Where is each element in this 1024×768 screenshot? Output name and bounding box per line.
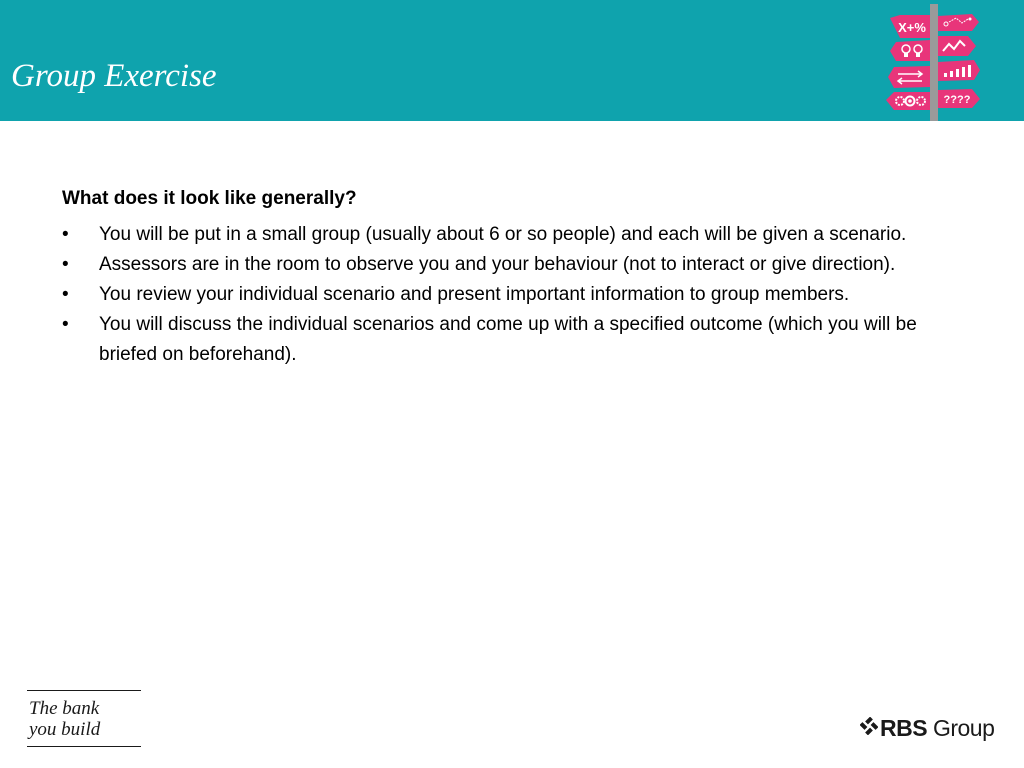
bullet-item [62, 280, 955, 310]
slide-body [62, 184, 962, 370]
math-sign-label: X+% [898, 20, 926, 35]
bullet-text: Assessors are in the room to observe you and your behaviour (not to interact or give direction). [99, 254, 896, 275]
bullet-marker: • [62, 254, 69, 275]
bullet-list [62, 220, 962, 370]
rbs-wordmark [880, 714, 994, 742]
bullet-item [62, 250, 955, 280]
tagline-bottom-rule [27, 746, 141, 747]
lightbulb-icon [890, 40, 930, 61]
bullet-marker: • [62, 314, 69, 335]
arrows-icon [888, 66, 930, 88]
section-heading: What does it look like generally? [62, 188, 357, 209]
signpost-icon [876, 4, 982, 121]
rbs-brand: RBS [880, 715, 928, 741]
tagline-line-2: you build [29, 719, 101, 740]
gears-icon [886, 92, 930, 110]
rbs-suffix: Group [927, 715, 995, 741]
bullet-marker: • [62, 224, 69, 245]
network-icon [938, 14, 979, 31]
bar-chart-icon [938, 60, 980, 81]
tagline-top-rule [27, 690, 141, 691]
slide-title: Group Exercise [11, 58, 217, 94]
bullet-text: You review your individual scenario and present important information to group members. [99, 284, 850, 305]
tagline [29, 698, 149, 740]
question-marks-icon [938, 89, 980, 108]
bullet-text: You will be put in a small group (usually about 6 or so people) and each will be given a scenario. [99, 224, 907, 245]
bullet-item [62, 220, 955, 250]
tagline-line-1: The bank [29, 698, 100, 719]
question-sign-label: ???? [943, 94, 971, 106]
math-symbols-icon [890, 15, 930, 38]
trend-line-icon [938, 36, 976, 56]
bullet-item [62, 310, 955, 370]
bullet-text: You will discuss the individual scenarios and come up with a specified outcome (which you will be briefed on beforehand). [99, 314, 917, 365]
rbs-daisy-icon [860, 717, 878, 735]
bullet-marker: • [62, 284, 69, 305]
slide-header [0, 0, 1024, 121]
signpost-pole [930, 4, 938, 121]
